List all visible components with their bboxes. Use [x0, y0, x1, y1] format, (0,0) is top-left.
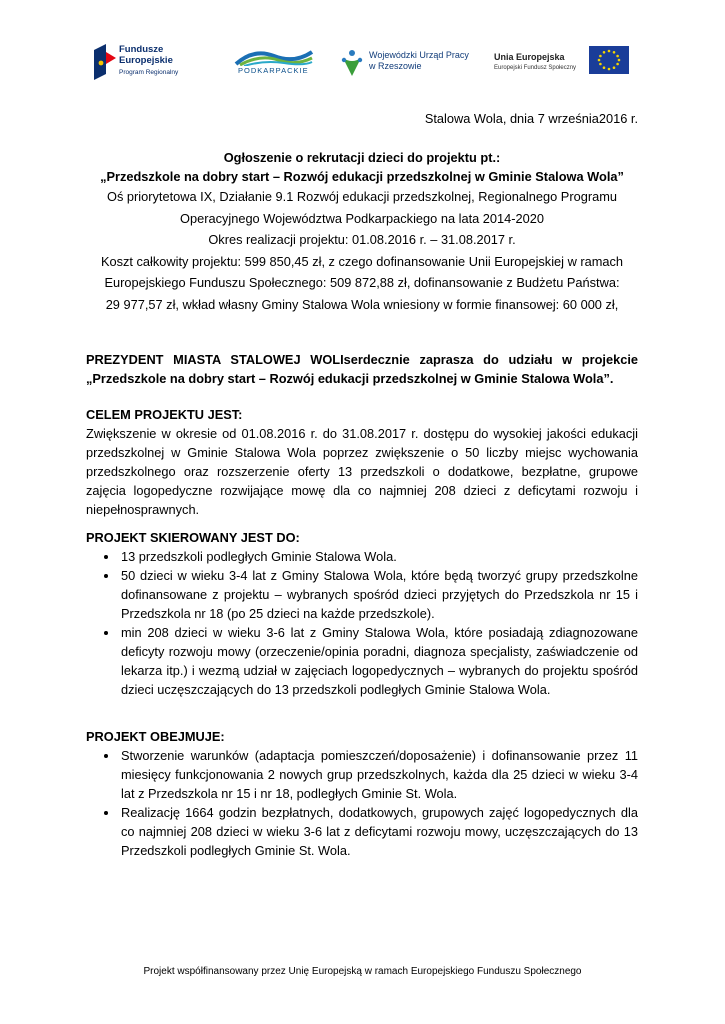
- target-item: • 13 przedszkoli podległych Gminie Stalowa Wola.: [119, 547, 638, 566]
- title-block: [86, 148, 638, 315]
- scope-item: • Stworzenie warunków (adaptacja pomieszczeń/doposażenie) i dofinansowanie przez 11 miesięcy funkcjonowania 2 nowych grup przedszkolnych, każda dla 25 dzieci w wieku 3-4 lat z Przedszkola nr 15 i nr 18, podległych Gminie St. Wola.: [119, 746, 638, 803]
- title-line7: Europejskiego Funduszu Społecznego: 509 872,88 zł, dofinansowanie z Budżetu Państwa:: [104, 275, 620, 290]
- wup-line1: Wojewódzki Urząd Pracy: [369, 50, 469, 60]
- logo-bar: [94, 42, 634, 86]
- unia-europejska-logo: [494, 42, 634, 86]
- podkarpackie-hills-icon: [234, 46, 314, 66]
- page-footer: Projekt współfinansowany przez Unię Europejską w ramach Europejskiego Funduszu Społecznego: [143, 966, 582, 977]
- ue-line2: Europejski Fundusz Społeczny: [494, 65, 577, 71]
- target-item: • min 208 dzieci w wieku 3-6 lat z Gminy Stalowa Wola, które posiadają zdiagnozowane deficyty rozwoju mowy (orzeczenie/opinia poradni, diagnoza specjalisty, zaświadczenie od lekarza itp.) i wezmą udział w zajęciach logopedycznych – wybranych do projektu spośród dzieci uczęszczających do 13 przedszkoli podległych Gminie Stalowa Wola.: [119, 623, 638, 699]
- title-line6: Koszt całkowity projektu: 599 850,45 zł, z czego dofinansowanie Unii Europejskiej w ramach: [100, 253, 624, 269]
- scope-section: [86, 727, 638, 860]
- target-section: [86, 528, 638, 699]
- fundusze-europejskie-logo: [94, 42, 194, 86]
- title-line8: 29 977,57 zł, wkład własny Gminy Stalowa Wola wniesiony w formie finansowej: 60 000 zł,: [105, 296, 619, 312]
- scope-heading: PROJEKT OBEJMUJE:: [86, 729, 225, 744]
- scope-item: • Realizację 1664 godzin bezpłatnych, dodatkowych, grupowych zajęć logopedycznych dla co najmniej 208 dzieci w wieku 3-6 lat z deficytami rozwoju mowy, uczęszczających do 13 Przedszkoli podległych Gminie St. Wola.: [119, 803, 638, 860]
- target-item: • 50 dzieci w wieku 3-4 lat z Gminy Stalowa Wola, które będą tworzyć grupy przedszkolne dofinansowane z projektu – wybranych spośród dzieci przyjętych do Przedszkola nr 15 i Przedszkola nr 18 (po 25 dzieci na każde przedszkole).: [119, 566, 638, 623]
- wup-people-icon: [339, 48, 365, 78]
- podkarpackie-text: PODKARPACKIE: [238, 66, 309, 75]
- goal-text: Zwiększenie w okresie od 01.08.2016 r. do 31.08.2017 r. dostępu do wysokiej jakości edukacji przedszkolnej w Gminie Stalowa Wola poprzez zwiększenie o 50 liczby miejsc wychowania przedszkolnego oraz rozszerzenie oferty 13 przedszkoli o dodatkowe, bezpłatne, grupowe zajęcia logopedyczne rozwijające mowę dla co najmniej 208 dzieci z deficytami rozwoju i niepełnosprawnych.: [86, 426, 638, 517]
- fe-line1: Fundusze: [119, 44, 164, 55]
- document-date: Stalowa Wola, dnia 7 września2016 r.: [424, 111, 638, 126]
- title-project-name: „Przedszkole na dobry start – Rozwój edukacji przedszkolnej w Gminie Stalowa Wola”: [100, 169, 624, 184]
- scope-list: [86, 746, 638, 860]
- title-line3: Oś priorytetowa IX, Działanie 9.1 Rozwój edukacji przedszkolnej, Regionalnego Programu: [106, 189, 617, 204]
- title-line5: Okres realizacji projektu: 01.08.2016 r. – 31.08.2017 r.: [208, 232, 516, 247]
- invitation-block: [86, 350, 638, 388]
- goal-heading: CELEM PROJEKTU JEST:: [86, 407, 243, 422]
- goal-section: [86, 405, 638, 519]
- wup-logo: [339, 42, 469, 86]
- target-list: [86, 547, 638, 699]
- fe-line3: Program Regionalny: [119, 69, 179, 76]
- ue-line1: Unia Europejska: [494, 52, 565, 62]
- invitation-line2: „Przedszkole na dobry start – Rozwój edukacji przedszkolnej w Gminie Stalowa Wola”.: [86, 371, 614, 386]
- wup-line2: w Rzeszowie: [369, 61, 422, 71]
- fe-star-icon: [94, 44, 116, 80]
- title-line1: Ogłoszenie o rekrutacji dzieci do projektu pt.:: [223, 150, 501, 165]
- target-heading: PROJEKT SKIEROWANY JEST DO:: [86, 530, 300, 545]
- invitation-line1: PREZYDENT MIASTA STALOWEJ WOLIserdecznie zaprasza do udziału w projekcie: [86, 352, 638, 367]
- title-line4: Operacyjnego Województwa Podkarpackiego na lata 2014-2020: [180, 210, 544, 226]
- eu-flag-icon: [589, 46, 629, 74]
- podkarpackie-logo: [228, 42, 318, 86]
- fe-line2: Europejskie: [119, 55, 173, 66]
